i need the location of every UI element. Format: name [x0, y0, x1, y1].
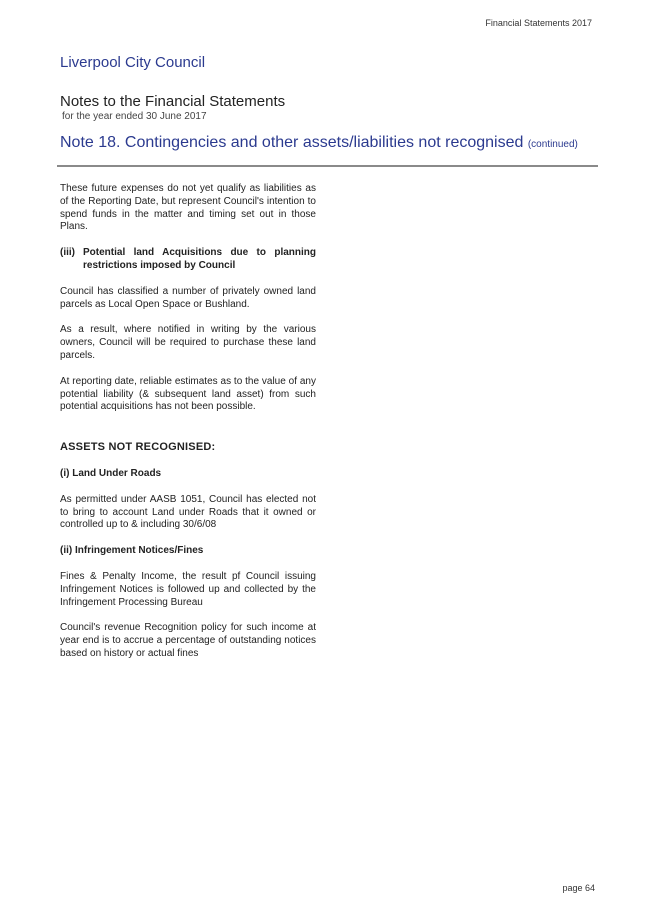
page-number: page 64 — [562, 883, 595, 893]
paragraph-fines-2: Council's revenue Recognition policy for such income at year end is to accrue a percentage of outstanding notices based on history or actual fines — [60, 622, 316, 659]
paragraph-land-2: As a result, where notified in writing by the various owners, Council will be required to purchase these land parcels. — [60, 324, 316, 361]
note-heading — [60, 134, 578, 152]
assets-not-recognised-heading: ASSETS NOT RECOGNISED: — [60, 441, 216, 454]
infringement-notices-heading: (ii) Infringement Notices/Fines — [60, 545, 204, 557]
horizontal-divider — [57, 165, 598, 167]
body-column — [60, 183, 316, 661]
paragraph-intro: These future expenses do not yet qualify as liabilities as of the Reporting Date, but represent Council's intention to spend funds in the matter and timing set out in those Plans. — [60, 183, 316, 233]
paragraph-fines-1: Fines & Penalty Income, the result pf Council issuing Infringement Notices is followed up and collected by the Infringement Processing Bureau — [60, 570, 316, 608]
paragraph-land-3: At reporting date, reliable estimates as to the value of any potential liability (& subsequent land asset) from such potential acquisitions has not been possible. — [60, 375, 316, 413]
note-heading-title: Note 18. Contingencies and other assets/liabilities not recognised — [60, 134, 524, 151]
paragraph-land-1: Council has classified a number of privately owned land parcels as Local Open Space or Bushland. — [60, 285, 316, 310]
land-under-roads-heading: (i) Land Under Roads — [60, 467, 162, 479]
notes-subtitle: for the year ended 30 June 2017 — [62, 111, 207, 122]
paragraph-roads: As permitted under AASB 1051, Council has elected not to bring to account Land under Roads that it owned or controlled up to & including 30/6/08 — [60, 493, 316, 531]
council-name: Liverpool City Council — [60, 54, 206, 71]
note-heading-continued: (continued) — [527, 139, 578, 150]
land-acquisitions-heading — [60, 247, 316, 273]
notes-title: Notes to the Financial Statements — [60, 93, 286, 110]
document-header: Financial Statements 2017 — [485, 18, 592, 28]
land-acquisitions-number: (iii) — [60, 247, 75, 259]
land-acquisitions-title: Potential land Acquisitions due to planning restrictions imposed by Council — [83, 247, 316, 271]
